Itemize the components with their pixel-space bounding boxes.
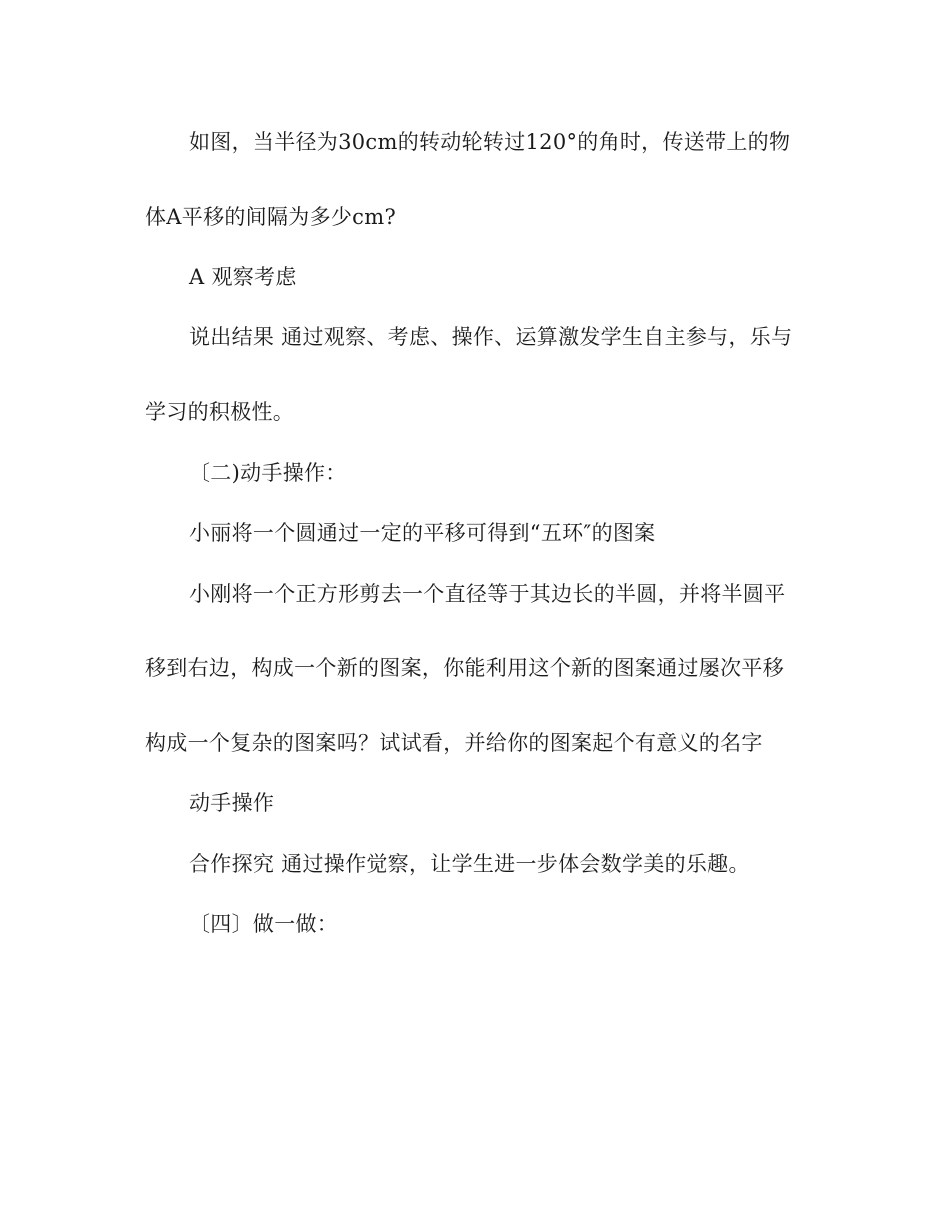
paragraph-line-9: 移到右边，构成一个新的图案，你能利用这个新的图案通过屡次平移 — [145, 656, 784, 680]
paragraph-line-13: 〔四〕做一做： — [189, 912, 339, 936]
paragraph-line-10: 构成一个复杂的图案吗？试试看，并给你的图案起个有意义的名字 — [145, 731, 763, 755]
paragraph-line-8: 小刚将一个正方形剪去一个直径等于其边长的半圆，并将半圆平 — [189, 582, 786, 606]
paragraph-line-1: 如图，当半径为30cm的转动轮转过120°的角时，传送带上的物 — [189, 130, 791, 154]
paragraph-line-3: A 观察考虑 — [189, 265, 297, 289]
paragraph-line-5: 学习的积极性。 — [145, 400, 295, 424]
paragraph-line-7: 小丽将一个圆通过一定的平移可得到“五环″的图案 — [189, 521, 656, 545]
paragraph-line-6: 〔二)动手操作： — [189, 461, 347, 485]
paragraph-line-11: 动手操作 — [189, 791, 275, 815]
paragraph-line-12: 合作探究 通过操作觉察，让学生进一步体会数学美的乐趣。 — [189, 852, 750, 876]
paragraph-line-4: 说出结果 通过观察、考虑、操作、运算激发学生自主参与，乐与 — [189, 325, 793, 349]
paragraph-line-2: 体A平移的间隔为多少cm? — [145, 205, 396, 229]
